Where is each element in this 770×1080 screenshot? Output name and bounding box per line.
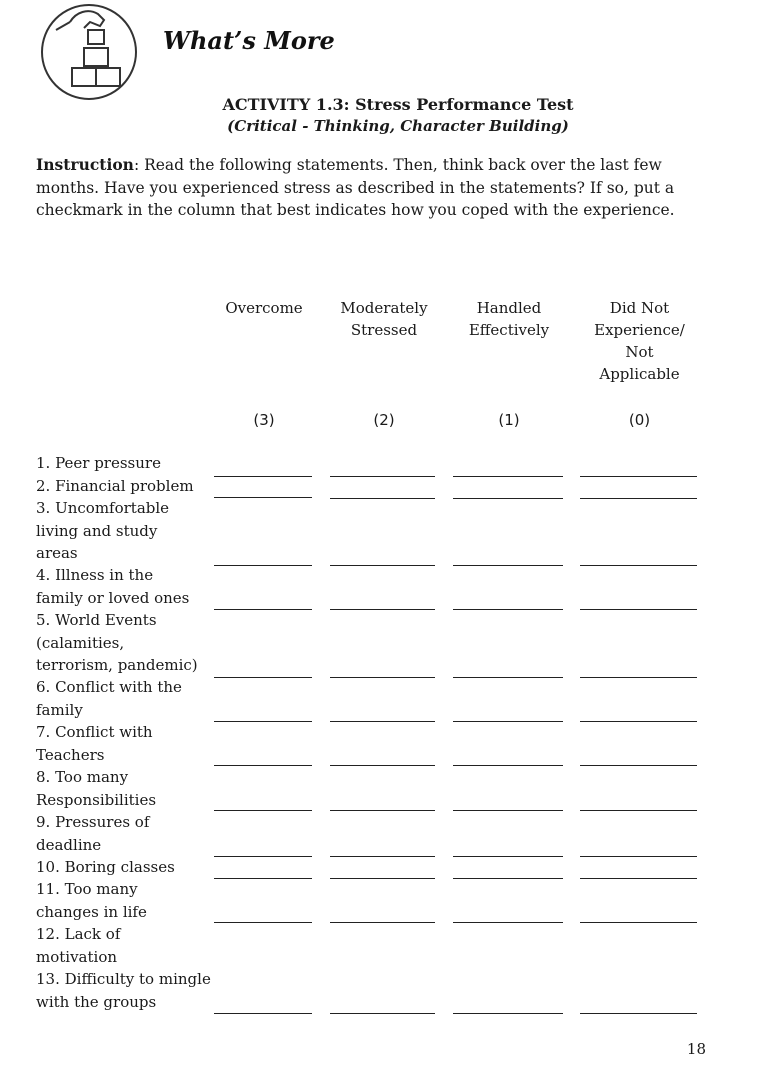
statement-line: family	[36, 700, 83, 719]
checkmark-blank[interactable]	[330, 1013, 435, 1014]
statement-item	[36, 475, 216, 498]
checkmark-blank[interactable]	[330, 677, 435, 678]
statement-line: deadline	[36, 835, 102, 854]
statement-line: Teachers	[36, 745, 105, 764]
statement-line: 5. World Events	[36, 611, 157, 629]
column-header-overcome: Overcome	[225, 299, 303, 317]
statement-line: changes in life	[36, 902, 147, 921]
activity-subtitle: (Critical - Thinking, Character Building)	[227, 117, 569, 135]
checkmark-blank[interactable]	[580, 856, 697, 857]
column-score-1: (1)	[498, 411, 520, 429]
statement-item	[36, 878, 216, 923]
column-header-did-not-experience: Did Not Experience/ Not Applicable	[594, 299, 685, 383]
statement-item	[36, 766, 216, 811]
statement-item	[36, 923, 216, 968]
checkmark-blank[interactable]	[330, 878, 435, 879]
statement-line: 6. Conflict with the	[36, 678, 182, 696]
checkmark-blank[interactable]	[214, 922, 312, 923]
checkmark-blank[interactable]	[330, 810, 435, 811]
statement-item	[36, 721, 216, 766]
checkmark-blank[interactable]	[453, 922, 563, 923]
checkmark-blank[interactable]	[330, 721, 435, 722]
statement-item	[36, 452, 216, 475]
checkmark-blank[interactable]	[330, 498, 435, 499]
checkmark-blank[interactable]	[453, 476, 563, 477]
column-score-3: (3)	[253, 411, 275, 429]
checkmark-blank[interactable]	[214, 677, 312, 678]
checkmark-blank[interactable]	[214, 476, 312, 477]
checkmark-blank[interactable]	[580, 476, 697, 477]
checkmark-blank[interactable]	[214, 856, 312, 857]
checkmark-blank[interactable]	[453, 878, 563, 879]
checkmark-blank[interactable]	[580, 609, 697, 610]
checkmark-blank[interactable]	[580, 1013, 697, 1014]
checkmark-blank[interactable]	[453, 856, 563, 857]
checkmark-blank[interactable]	[580, 498, 697, 499]
checkmark-blank[interactable]	[580, 878, 697, 879]
statement-item	[36, 856, 216, 879]
statement-line: 10. Boring classes	[36, 858, 175, 876]
checkmark-blank[interactable]	[214, 765, 312, 766]
column-header-handled-effectively: Handled Effectively	[468, 299, 550, 339]
checkmark-blank[interactable]	[330, 565, 435, 566]
statement-line: 2. Financial problem	[36, 477, 194, 495]
checkmark-blank[interactable]	[214, 497, 312, 498]
column-header-moderately-stressed: Moderately Stressed	[340, 299, 428, 339]
column-score-0: (0)	[628, 411, 651, 429]
statement-item	[36, 811, 216, 856]
instructions-text: : Read the following statements. Then, think back over the last few months. Have you experienced stress as described in the statements? If so, put a checkmark in the column that best indicates how you coped with the experience.	[36, 156, 675, 219]
checkmark-blank[interactable]	[214, 1013, 312, 1014]
checkmark-blank[interactable]	[214, 565, 312, 566]
section-title: What’s More	[163, 26, 335, 55]
hand-stacking-blocks-icon	[40, 0, 138, 104]
checkmark-blank[interactable]	[214, 878, 312, 879]
statement-line: 13. Difficulty to mingle	[36, 970, 211, 988]
statement-item	[36, 497, 216, 565]
statement-line: 12. Lack of	[36, 925, 121, 943]
statement-line: motivation	[36, 947, 118, 966]
checkmark-blank[interactable]	[453, 721, 563, 722]
checkmark-blank[interactable]	[453, 498, 563, 499]
page-number: 18	[686, 1040, 706, 1058]
statement-item	[36, 676, 216, 721]
statement-line: with the groups	[36, 992, 157, 1011]
checkmark-blank[interactable]	[330, 765, 435, 766]
checkmark-blank[interactable]	[330, 476, 435, 477]
statement-line: 11. Too many	[36, 880, 138, 898]
statement-item	[36, 609, 216, 677]
checkmark-blank[interactable]	[453, 810, 563, 811]
checkmark-blank[interactable]	[580, 810, 697, 811]
activity-title: ACTIVITY 1.3: Stress Performance Test	[222, 95, 574, 114]
statement-line: terrorism, pandemic)	[36, 656, 198, 674]
checkmark-blank[interactable]	[580, 765, 697, 766]
statement-line: 3. Uncomfortable	[36, 499, 170, 517]
statement-line: 1. Peer pressure	[36, 454, 161, 472]
statement-line: 4. Illness in the	[36, 566, 154, 584]
statement-item	[36, 564, 216, 609]
checkmark-blank[interactable]	[580, 565, 697, 566]
statement-line: 7. Conflict with	[36, 723, 153, 741]
statement-line: 8. Too many	[36, 768, 129, 786]
statement-line: 9. Pressures of	[36, 813, 150, 831]
instructions	[36, 154, 706, 222]
checkmark-blank[interactable]	[214, 609, 312, 610]
statement-line: areas	[36, 544, 78, 562]
checkmark-blank[interactable]	[453, 609, 563, 610]
checkmark-blank[interactable]	[453, 565, 563, 566]
instructions-label: Instruction	[36, 155, 134, 174]
statement-line: (calamities,	[36, 633, 125, 652]
checkmark-blank[interactable]	[214, 721, 312, 722]
checkmark-blank[interactable]	[330, 609, 435, 610]
checkmark-blank[interactable]	[330, 856, 435, 857]
statement-line: living and study	[36, 521, 158, 540]
checkmark-blank[interactable]	[453, 1013, 563, 1014]
checkmark-blank[interactable]	[214, 810, 312, 811]
statement-item	[36, 968, 216, 1013]
checkmark-blank[interactable]	[330, 922, 435, 923]
statement-line: Responsibilities	[36, 790, 157, 809]
checkmark-blank[interactable]	[580, 677, 697, 678]
checkmark-blank[interactable]	[453, 677, 563, 678]
column-score-2: (2)	[373, 411, 395, 429]
checkmark-blank[interactable]	[453, 765, 563, 766]
statement-line: family or loved ones	[36, 588, 190, 607]
checkmark-blank[interactable]	[580, 922, 697, 923]
checkmark-blank[interactable]	[580, 721, 697, 722]
